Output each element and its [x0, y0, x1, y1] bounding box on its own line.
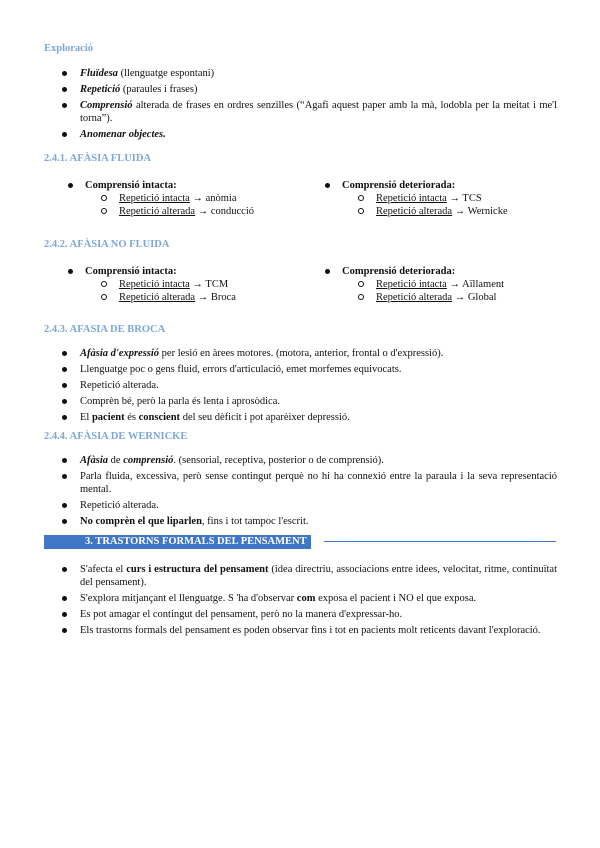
list-item: Comprensió alterada de frases en ordres senzilles (“Agafi aquest paper amb la mà, lodobla per la meitat i me'l torna”). — [60, 99, 557, 125]
section-header-trastorns — [44, 535, 556, 549]
section-title: 3. TRASTORNS FORMALS DEL PENSAMENT — [81, 535, 311, 549]
wernicke-list — [60, 454, 557, 531]
list-item: Repetició alterada → conducció — [66, 205, 316, 218]
list-item: Repetició intacta → anòmia — [66, 192, 316, 205]
list-item: Els trastorns formals del pensament es poden observar fins i tot en pacients molt reticents davant l'exploració. — [60, 624, 557, 637]
heading-fluida: 2.4.1. AFÀSIA FLUIDA — [44, 153, 152, 164]
nofluida-right — [323, 265, 573, 304]
list-item: Comprèn bé, però la parla és lenta i aprosòdica. — [60, 395, 557, 408]
list-item: Repetició alterada → Wernicke — [323, 205, 573, 218]
heading-wernicke: 2.4.4. AFÀSIA DE WERNICKE — [44, 431, 188, 442]
list-item: Repetició intacta → TCS — [323, 192, 573, 205]
fluida-right — [323, 179, 573, 218]
nofluida-left — [66, 265, 316, 304]
list-item: Repetició alterada → Global — [323, 291, 573, 304]
list-item: Llenguatge poc o gens fluid, errors d'articulació, emet morfemes equivocats. — [60, 363, 557, 376]
list-item: Fluïdesa (llenguatge espontani) — [60, 67, 557, 80]
list-item: Repetició (paraules i frases) — [60, 83, 557, 96]
list-item: Es pot amagar el contingut del pensament, però no la manera d'expressar-ho. — [60, 608, 557, 621]
list-item: S'explora mitjançant el llenguatge. S 'ha d'observar com exposa el pacient i NO el que exposa. — [60, 592, 557, 605]
section-bar-left — [44, 535, 81, 549]
exploracio-list — [60, 67, 557, 144]
trastorns-list — [60, 563, 557, 640]
list-item: El pacient és conscient del seu dèficit i pot aparèixer depressió. — [60, 411, 557, 424]
list-item: No comprèn el que liparlen, fins i tot tampoc l'escrit. — [60, 515, 557, 528]
fluida-left — [66, 179, 316, 218]
list-item: Parla fluida, excessiva, però sense contingut perquè no hi ha connexió entre la paraula i la seva representació mental. — [60, 470, 557, 496]
list-item: Comprensió deteriorada: — [323, 265, 573, 278]
list-item: Repetició alterada → Broca — [66, 291, 316, 304]
list-item: Repetició alterada. — [60, 379, 557, 392]
list-item: Afàsia de comprensió. (sensorial, receptiva, posterior o de comprensió). — [60, 454, 557, 467]
list-item: Anomenar objectes. — [60, 128, 557, 141]
list-item: Afàsia d'expressió per lesió en àrees motores. (motora, anterior, frontal o d'expressió). — [60, 347, 557, 360]
section-rule — [324, 541, 556, 542]
list-item: Comprensió intacta: — [66, 265, 316, 278]
broca-list — [60, 347, 557, 427]
heading-exploracio: Exploració — [44, 43, 93, 54]
heading-broca: 2.4.3. AFASIA DE BROCA — [44, 324, 166, 335]
list-item: Comprensió deteriorada: — [323, 179, 573, 192]
list-item: Repetició intacta → TCM — [66, 278, 316, 291]
list-item: Repetició alterada. — [60, 499, 557, 512]
list-item: Comprensió intacta: — [66, 179, 316, 192]
list-item: Repetició intacta → Aïllament — [323, 278, 573, 291]
list-item: S'afecta el curs i estructura del pensament (idea directriu, associacions entre idees, velocitat, ritme, continuïtat del pensament). — [60, 563, 557, 589]
heading-no-fluida: 2.4.2. AFÀSIA NO FLUIDA — [44, 239, 170, 250]
